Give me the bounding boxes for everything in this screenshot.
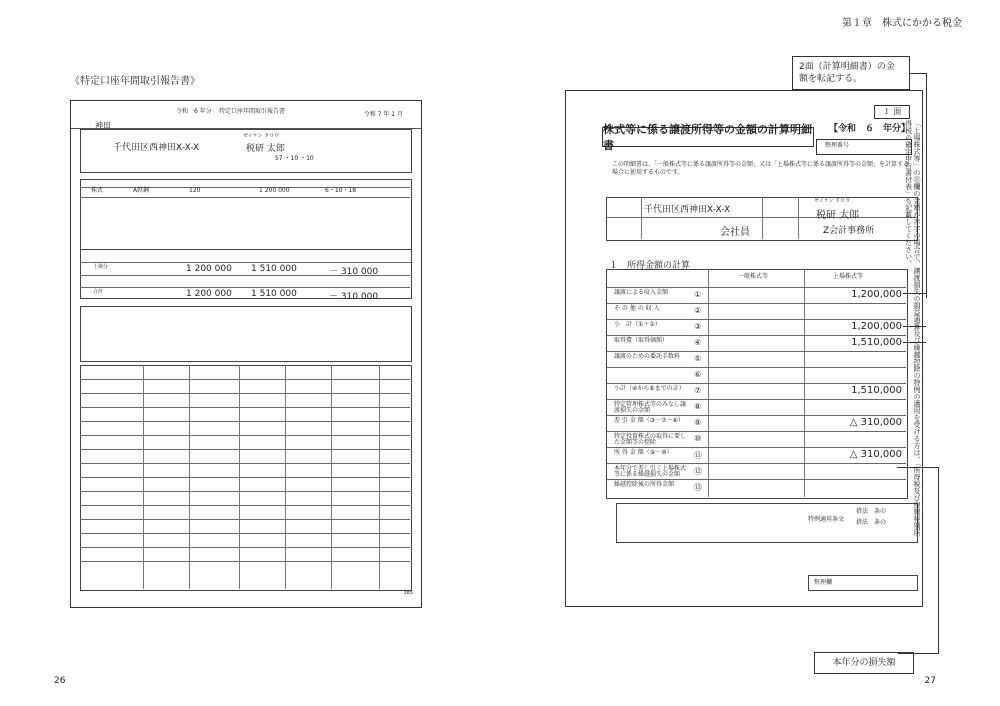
row-number: ③ (694, 322, 702, 331)
row-number: ④ (694, 338, 702, 347)
summary-v1-2: 1 200 000 (186, 289, 232, 299)
row-number: ⑧ (694, 402, 702, 411)
reference-label: 整理番号 (824, 142, 849, 149)
footer-item-1: 措法 条の (856, 508, 887, 515)
row-label: 所 得 金 額（⑨－⑩） (614, 449, 673, 456)
row-value: 1,510,000 (851, 385, 902, 396)
left-heading: 《特定口座年間取引報告書》 (70, 76, 200, 87)
row-number: ⑪ (694, 451, 702, 460)
check-label: 整理欄 (814, 579, 833, 586)
left-year: 令和 6 年分 (176, 108, 212, 115)
right-page-number: 27 (924, 676, 936, 686)
left-date: 令和 7 年 1 月 (363, 111, 403, 118)
row-value: △ 310,000 (849, 449, 902, 460)
left-sale-date: 6・10・18 (325, 187, 357, 194)
footer-item-2: 措法 条の (856, 519, 887, 526)
statement-address: 千代田区西神田X-X-X (644, 205, 731, 215)
row-number: ⑤ (694, 354, 702, 363)
right-year: 【令和 ６ 年分】 (828, 124, 910, 134)
row-number: ⑦ (694, 386, 702, 395)
row-number: ⑬ (694, 483, 702, 492)
statement-name: 税研 太郎 (816, 210, 860, 221)
summary-v2-2: 1 510 000 (251, 289, 297, 299)
income-row-line (606, 287, 906, 288)
row-label: そ の 他 の 収 入 (614, 305, 660, 312)
income-row-line (606, 319, 906, 320)
form-code: 385 (403, 590, 413, 596)
row-value: △ 310,000 (849, 417, 902, 428)
row-label: 特定管理株式等のみなし譲渡損失の金額 (614, 401, 687, 415)
footer-label: 特例適用条文 (808, 516, 845, 523)
left-company: A鉄鋼 (133, 187, 150, 194)
statement-job: 会社員 (720, 227, 750, 238)
statement-tax-firm: Z会計事務所 (823, 226, 875, 236)
row-label: 譲渡による収入金額 (614, 289, 669, 296)
row-label: 繰越控除後の所得金額 (614, 481, 675, 488)
row-number: ⑫ (694, 467, 702, 476)
row-number: ⑥ (694, 370, 702, 379)
bottom-callout: 本年分の損失額 (814, 652, 914, 674)
summary-label-2: 合計 (93, 289, 104, 295)
annual-trading-report (70, 100, 422, 608)
column-general: 一般株式等 (738, 273, 769, 280)
income-row-line (606, 463, 906, 464)
income-row-line (606, 367, 906, 368)
income-row-line (606, 383, 906, 384)
left-name: 税研 太郎 (246, 144, 285, 154)
summary-v2-1: 1 510 000 (251, 264, 297, 274)
income-row-line (606, 335, 906, 336)
income-row-line (606, 351, 906, 352)
row-label: 取得費（取得価額） (614, 337, 669, 344)
chapter-header: 第１章 株式にかかる税金 (842, 18, 962, 29)
row-value: 1,510,000 (851, 337, 902, 348)
row-value: 1,200,000 (851, 321, 902, 332)
left-birth: 57 ・10 ・10 (275, 155, 314, 162)
left-branch: 神田 (95, 121, 111, 130)
row-label: 譲渡のための委託手数料 (614, 353, 681, 360)
row-label: 小計（④から⑥までの計） (614, 385, 685, 392)
income-row-line (606, 431, 906, 432)
row-label: 本年分で差し引く上場株式等に係る繰越損失の金額 (614, 465, 687, 479)
statement-furigana: ゼイケン タロウ (814, 198, 851, 204)
left-stock-type: 株式 (91, 187, 104, 194)
intro-text: この明細書は、「一般株式等に係る譲渡所得等の金額」又は「上場株式等に係る譲渡所得等の金額」を計算する場合に使用するものです。 (612, 161, 910, 177)
left-furigana: ゼイケン タロウ (243, 133, 280, 139)
summary-label-1: 上場分 (93, 264, 109, 270)
top-callout: 2面（計算明細書）の金額を転記する。 (792, 56, 910, 90)
income-row-line (606, 447, 906, 448)
row-label: 特定投資株式の取得に要した金額等の控除 (614, 433, 687, 447)
row-number: ⑩ (694, 434, 702, 443)
row-number: ① (694, 290, 702, 299)
side-note: 「上場株式等」の⑪欄の金額が赤字の場合で、譲渡損失の損益通算及び繰越控除の特例の適用を受ける方は、「所得税及び復興特別所得税の確定申告書付表」も記載してください。 (904, 120, 921, 537)
income-row-line (606, 399, 906, 400)
income-row-line (606, 415, 906, 416)
income-row-line (606, 303, 906, 304)
left-address: 千代田区西神田X-X-X (113, 143, 200, 153)
row-label: 小 計（①＋②） (614, 321, 661, 328)
left-price: 1 200 000 (259, 187, 290, 194)
summary-v3-2: － 310 000 (329, 292, 379, 302)
statement-title: 株式等に係る譲渡所得等の金額の計算明細書 (603, 123, 812, 152)
column-listed: 上場株式等 (833, 273, 864, 280)
left-page-number: 26 (54, 676, 66, 686)
row-number: ⑨ (694, 418, 702, 427)
page-label: １ 面 (874, 105, 910, 119)
left-title: 特定口座年間取引報告書 (219, 108, 286, 115)
row-value: 1,200,000 (851, 289, 902, 300)
row-number: ② (694, 306, 702, 315)
left-qty: 120 (189, 187, 201, 194)
summary-v1-1: 1 200 000 (186, 264, 232, 274)
capital-gains-statement (565, 90, 923, 607)
summary-v3-1: － 310 000 (329, 267, 379, 277)
section-title: １ 所得金額の計算 (609, 261, 691, 271)
income-row-line (606, 479, 906, 480)
row-label: 差 引 金 額（③－⑦－⑧） (614, 417, 684, 424)
